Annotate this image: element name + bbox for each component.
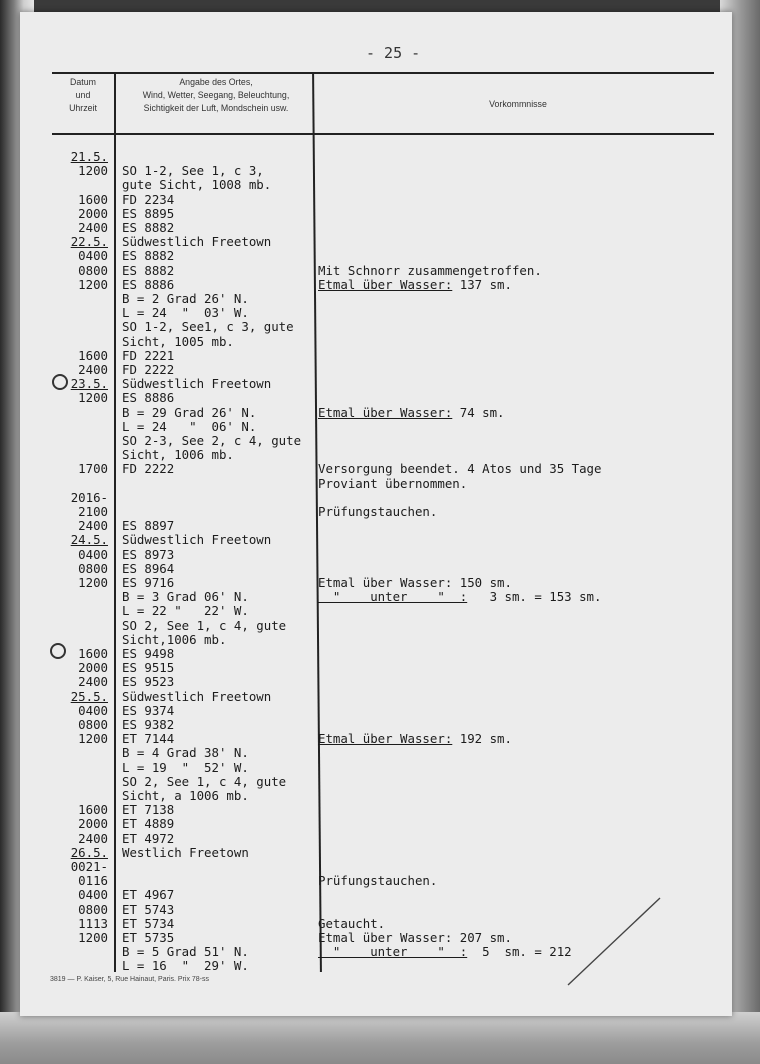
log-time: 0400	[78, 702, 108, 718]
log-location: ET 7144	[122, 731, 175, 747]
log-location: L = 24 " 03' W.	[122, 305, 249, 321]
log-event-rest: 5 sm. = 212	[467, 944, 572, 960]
log-event-rest: 3 sm. = 153 sm.	[467, 589, 602, 605]
log-time: 2400	[78, 518, 108, 534]
log-time: 24.5.	[70, 532, 108, 548]
log-time: 0400	[78, 248, 108, 264]
header-date-label: Datum	[70, 77, 96, 87]
log-location: ES 9523	[122, 674, 175, 690]
log-event-underlined: Etmal über Wasser:	[318, 731, 453, 747]
printer-imprint: 3819 — P. Kaiser, 5, Rue Hainaut, Paris. Prix 78-ss	[50, 976, 210, 983]
log-time: 1600	[78, 646, 108, 661]
log-time: 2000	[78, 660, 108, 676]
log-location: ET 5734	[122, 915, 175, 931]
page-number: - 25 -	[366, 44, 421, 62]
log-event-rest: 74 sm.	[452, 404, 505, 420]
header-location-weather	[116, 76, 316, 115]
log-location: SO 1-2, See 1, c 3,	[122, 163, 264, 179]
log-location: ES 8882	[122, 262, 175, 278]
log-location: Sicht, 1005 mb.	[122, 333, 234, 349]
log-location: ES 8882	[122, 220, 175, 235]
log-time: 1200	[78, 731, 108, 747]
log-location: L = 24 " 06' N.	[122, 418, 257, 434]
log-location: ES 8895	[122, 205, 175, 221]
log-time: 2100	[78, 504, 108, 519]
log-time: 1600	[78, 347, 108, 363]
header-events: Vorkommnisse	[489, 99, 547, 109]
log-location: SO 2-3, See 2, c 4, gute	[122, 433, 302, 448]
log-location: Südwestlich Freetown	[122, 376, 272, 392]
log-location: SO 2, See 1, c 4, gute	[122, 617, 287, 633]
log-location: Westlich Freetown	[122, 844, 249, 860]
header-time-label: Uhrzeit	[69, 103, 97, 113]
log-event: Prüfungstauchen.	[318, 873, 438, 889]
log-event-rest: 137 sm.	[452, 276, 512, 292]
log-event: Prüfungstauchen.	[318, 504, 438, 519]
log-location: ET 4889	[122, 816, 175, 832]
log-location: ES 9374	[122, 702, 175, 718]
log-time: 2000	[78, 816, 108, 832]
header-and-label: und	[75, 90, 91, 100]
log-time: 0116	[78, 873, 108, 889]
log-location: ES 8964	[122, 560, 175, 576]
log-time: 1600	[78, 191, 108, 207]
header-date-time	[54, 76, 112, 115]
log-time: 1200	[78, 276, 108, 292]
log-location: ET 7138	[122, 802, 175, 818]
log-event	[318, 406, 505, 420]
log-time: 1600	[78, 802, 108, 818]
log-time: 21.5.	[70, 149, 108, 164]
log-location: ET 4972	[122, 830, 175, 846]
log-event-underlined: " unter " :	[318, 589, 468, 605]
pencil-stroke	[560, 890, 670, 990]
log-time: 1200	[78, 390, 108, 406]
log-location: FD 2222	[122, 362, 175, 377]
log-event	[318, 590, 601, 604]
log-time: 1200	[78, 163, 108, 179]
punch-hole-mark	[52, 374, 68, 390]
log-time: 0400	[78, 887, 108, 903]
header-top-rule	[52, 72, 714, 74]
log-event	[318, 278, 512, 292]
log-event: Versorgung beendet. 4 Atos und 35 Tage	[318, 461, 602, 477]
log-location: ES 8886	[122, 390, 175, 406]
log-location: ET 4967	[122, 887, 175, 903]
log-location: ES 8886	[122, 276, 175, 292]
log-location: gute Sicht, 1008 mb.	[122, 177, 272, 193]
log-time: 25.5.	[70, 688, 108, 704]
log-event: Getaucht.	[318, 915, 386, 931]
log-event	[318, 945, 572, 959]
log-time: 1113	[78, 915, 108, 931]
log-time: 2400	[78, 220, 108, 235]
log-time: 0400	[78, 546, 108, 562]
log-time: 0021-	[70, 859, 108, 874]
log-event	[318, 732, 512, 746]
log-location: FD 2221	[122, 347, 175, 363]
log-location: B = 5 Grad 51' N.	[122, 944, 249, 960]
log-event: Proviant übernommen.	[318, 475, 468, 491]
log-event: Mit Schnorr zusammengetroffen.	[318, 262, 542, 278]
log-time: 2000	[78, 205, 108, 221]
log-location: Sicht, a 1006 mb.	[122, 788, 249, 803]
log-time: 1200	[78, 575, 108, 590]
log-time: 2400	[78, 830, 108, 846]
log-location: Südwestlich Freetown	[122, 532, 272, 548]
log-time: 2400	[78, 674, 108, 690]
log-location: ET 5735	[122, 930, 175, 945]
header-bottom-rule	[52, 133, 714, 135]
log-time: 0800	[78, 901, 108, 917]
log-location: SO 1-2, See1, c 3, gute	[122, 319, 294, 335]
log-location: ES 9498	[122, 646, 175, 661]
log-event: Etmal über Wasser: 207 sm.	[318, 930, 512, 945]
log-time: 0800	[78, 262, 108, 278]
log-location: FD 2222	[122, 461, 175, 477]
log-event-underlined: " unter " :	[318, 944, 468, 960]
log-time: 0800	[78, 560, 108, 576]
log-time: 2400	[78, 362, 108, 377]
log-location: ES 9716	[122, 575, 175, 590]
log-event-underlined: Etmal über Wasser:	[318, 276, 453, 292]
log-location: FD 2234	[122, 191, 175, 207]
header-location-line1: Angabe des Ortes,	[179, 77, 253, 87]
log-location: ES 8897	[122, 518, 175, 534]
log-location: L = 22 " 22' W.	[122, 603, 249, 619]
header-location-line2: Wind, Wetter, Seegang, Beleuchtung,	[142, 90, 290, 100]
log-location: B = 29 Grad 26' N.	[122, 404, 257, 420]
log-event-underlined: Etmal über Wasser:	[318, 404, 453, 420]
log-location: L = 19 " 52' W.	[122, 759, 249, 775]
log-time: 2016-	[70, 489, 108, 505]
log-location: Sicht, 1006 mb.	[122, 447, 234, 463]
punch-hole-mark	[50, 643, 66, 659]
log-event-rest: 192 sm.	[452, 731, 512, 747]
log-time: 0800	[78, 717, 108, 732]
log-location: ES 8882	[122, 248, 175, 264]
log-location: ES 9382	[122, 717, 175, 732]
log-location: Südwestlich Freetown	[122, 234, 272, 250]
header-location-line3: Sichtigkeit der Luft, Mondschein usw.	[143, 103, 289, 113]
log-location: ES 9515	[122, 660, 175, 676]
log-time: 1700	[78, 461, 108, 477]
log-location: B = 2 Grad 26' N.	[122, 291, 249, 306]
log-location: ES 8973	[122, 546, 175, 562]
background-bottom	[0, 1012, 760, 1064]
log-event: Etmal über Wasser: 150 sm.	[318, 575, 512, 590]
log-time: 23.5.	[70, 376, 108, 392]
log-location: B = 3 Grad 06' N.	[122, 589, 249, 605]
log-time: 1200	[78, 930, 108, 945]
column-divider-1	[114, 72, 116, 972]
log-location: Südwestlich Freetown	[122, 688, 272, 704]
log-location: Sicht,1006 mb.	[122, 631, 227, 647]
log-location: SO 2, See 1, c 4, gute	[122, 773, 287, 789]
log-location: B = 4 Grad 38' N.	[122, 745, 249, 761]
log-location: ET 5743	[122, 901, 175, 917]
log-time: 26.5.	[70, 844, 108, 860]
log-time: 22.5.	[70, 234, 108, 250]
log-location: L = 16 " 29' W.	[122, 958, 249, 974]
